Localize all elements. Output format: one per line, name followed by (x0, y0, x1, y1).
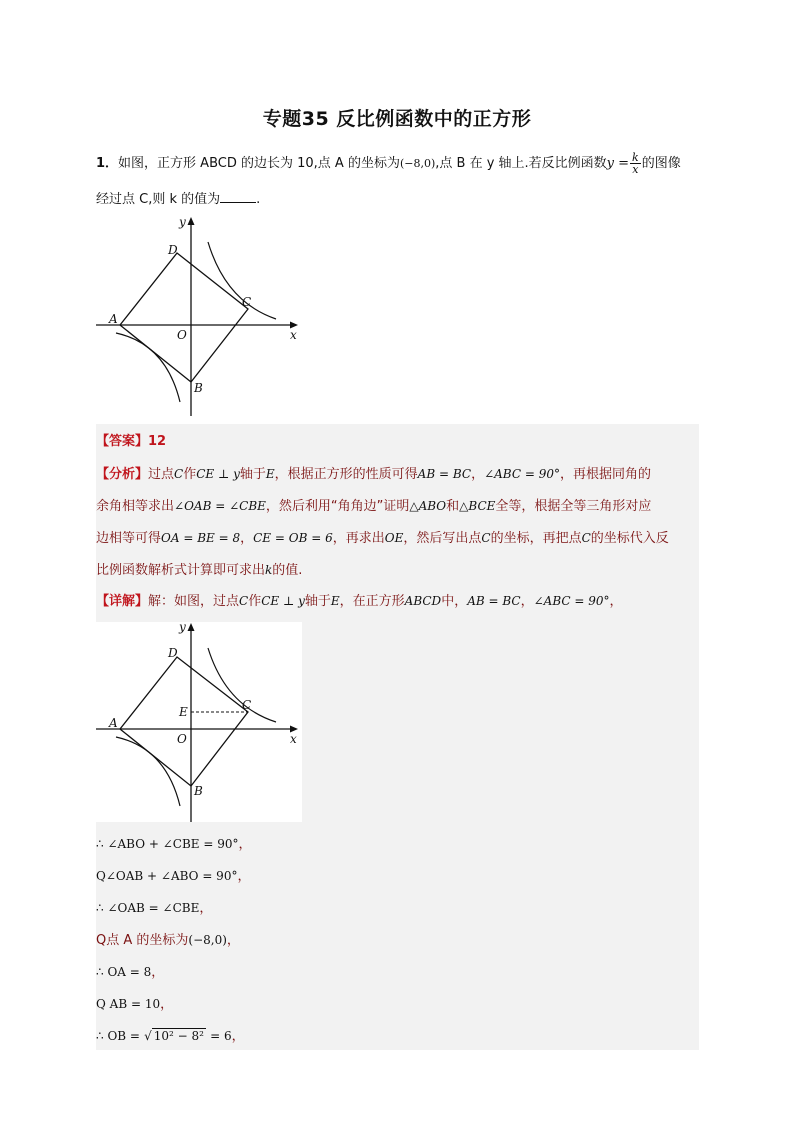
hyperbola-branch-3 (116, 737, 180, 806)
question-line2-text: 经过点 C,则 k 的值为 (96, 192, 221, 207)
label-b: B (194, 381, 203, 395)
detail-text: 作 (248, 594, 262, 609)
math-oe: OE (384, 531, 404, 545)
math-oa-be: OA = BE = 8 (161, 531, 241, 545)
fraction-denominator: x (632, 163, 639, 176)
answer-blank (220, 190, 256, 203)
label-o: O (177, 732, 187, 746)
math-e: E (330, 594, 340, 608)
analysis-line-1 (96, 465, 651, 484)
answer-tag: 【答案】 (96, 434, 149, 449)
function-fraction (630, 152, 641, 175)
label-c: C (242, 295, 252, 309)
detail-tag: 【详解】 (96, 594, 149, 609)
math-e: E (265, 467, 275, 481)
analysis-text: ，根据正方形的性质可得 (274, 467, 418, 482)
detail-text: 中， (441, 594, 468, 609)
question-text-1: 如图，正方形 ABCD 的边长为 10,点 A 的坐标为 (118, 156, 400, 171)
step-7-result: = 6 (210, 1029, 232, 1043)
step-2 (96, 867, 250, 886)
analysis-text: 轴于 (239, 467, 266, 482)
question-number: 1． (96, 156, 119, 171)
math-c: C (581, 531, 591, 545)
analysis-text: 过点 (148, 467, 175, 482)
step-1 (96, 835, 252, 854)
point-a-coordinate: (−8,0) (399, 157, 436, 170)
sqrt-sign: √ (144, 1029, 152, 1043)
question-line-2 (96, 190, 260, 209)
analysis-text: ，再根据同角的 (559, 467, 651, 482)
question-line-1 (96, 152, 681, 175)
square-abcd (120, 253, 248, 382)
step-4-coord: (−8,0) (188, 933, 227, 947)
label-d: D (168, 243, 178, 257)
label-y: y (179, 620, 186, 634)
math-k: k (265, 563, 273, 577)
analysis-line-4 (96, 561, 302, 580)
step-4-text: Q点 A 的坐标为 (96, 933, 189, 948)
analysis-text: ， (240, 531, 254, 546)
math-angle-abc: ∠ABC = 90° (533, 594, 610, 608)
square-abcd (120, 657, 248, 786)
analysis-line-2 (96, 497, 651, 516)
detail-text: ， (520, 594, 534, 609)
step-5-math: ∴ OA = 8 (96, 965, 152, 979)
step-3-math: ∴ ∠OAB = ∠CBE (96, 901, 200, 915)
label-d: D (168, 646, 178, 660)
math-ce-perp: CE ⊥ y (196, 467, 240, 481)
analysis-text: 和 (446, 499, 460, 514)
step-5 (96, 963, 164, 982)
detail-text: 轴于 (304, 594, 331, 609)
math-c: C (481, 531, 491, 545)
question-text-3: 的图像 (641, 156, 681, 171)
detail-text: ，在正方形 (339, 594, 405, 609)
label-x: x (290, 732, 297, 746)
step-4 (96, 931, 240, 950)
step-1-math: ∴ ∠ABO + ∠CBE = 90° (96, 837, 239, 851)
hyperbola-branch-3 (116, 333, 180, 402)
math-ab-bc: AB = BC (467, 594, 521, 608)
step-7 (96, 1027, 245, 1046)
math-ce-ob: CE = OB = 6 (253, 531, 333, 545)
math-c: C (239, 594, 249, 608)
analysis-text: ，然后利用“角角边”证明 (265, 499, 410, 514)
analysis-text: 的坐标，再把点 (490, 531, 582, 546)
figure-1 (96, 212, 306, 418)
analysis-text: 的坐标代入反 (590, 531, 669, 546)
analysis-text: 比例函数解析式计算即可求出 (96, 563, 266, 578)
analysis-text: 全等，根据全等三角形对应 (495, 499, 652, 514)
comma: ， (231, 1029, 245, 1044)
page-title: 专题35 反比例函数中的正方形 (262, 108, 532, 130)
answer-value: 12 (148, 434, 167, 449)
analysis-text: ，再求出 (332, 531, 385, 546)
math-angle-eq: ∠OAB = ∠CBE (174, 499, 266, 513)
comma: ， (238, 837, 252, 852)
comma: ， (151, 965, 165, 980)
analysis-text: ，然后写出点 (403, 531, 482, 546)
step-7-lhs: ∴ OB = (96, 1029, 140, 1043)
answer-line (96, 433, 166, 451)
comma: ， (237, 869, 251, 884)
label-a: A (109, 312, 118, 326)
label-e: E (179, 705, 188, 719)
step-6-math: Q AB = 10 (96, 997, 161, 1011)
comma: ， (160, 997, 174, 1012)
math-ab-bc: AB = BC (417, 467, 472, 481)
analysis-text: 边相等可得 (96, 531, 162, 546)
function-y: y = (606, 156, 630, 171)
math-triangle-abo: △ABO (409, 499, 447, 513)
label-y: y (179, 215, 186, 229)
y-axis-arrow-icon (188, 623, 195, 631)
label-b: B (194, 784, 203, 798)
label-x: x (290, 328, 297, 342)
comma: ， (226, 933, 240, 948)
question-line2-end: . (256, 192, 261, 207)
analysis-line-3 (96, 529, 669, 548)
label-c: C (242, 698, 252, 712)
figure-2 (96, 618, 306, 824)
math-c: C (174, 467, 184, 481)
detail-text: ， (609, 594, 623, 609)
analysis-text: 作 (183, 467, 197, 482)
label-o: O (177, 328, 187, 342)
analysis-text: 余角相等求出 (96, 499, 175, 514)
analysis-tag: 【分析】 (96, 467, 149, 482)
step-6 (96, 995, 173, 1014)
math-abcd: ABCD (404, 594, 442, 608)
math-ce-perp: CE ⊥ y (261, 594, 305, 608)
label-a: A (109, 716, 118, 730)
detail-line-1 (96, 592, 623, 611)
fraction-numerator: k (632, 151, 639, 164)
step-3 (96, 899, 212, 918)
math-angle-abc: ∠ABC = 90° (484, 467, 560, 481)
analysis-text: ， (471, 467, 485, 482)
step-2-math: Q∠OAB + ∠ABO = 90° (96, 869, 238, 883)
comma: ， (199, 901, 213, 916)
analysis-text: 的值. (272, 563, 303, 578)
math-triangle-bce: △BCE (459, 499, 496, 513)
question-text-2: ,点 B 在 y 轴上.若反比例函数 (435, 156, 607, 171)
detail-text: 解：如图，过点 (148, 594, 240, 609)
step-7-radicand: 10² − 8² (153, 1029, 204, 1043)
y-axis-arrow-icon (188, 217, 195, 225)
